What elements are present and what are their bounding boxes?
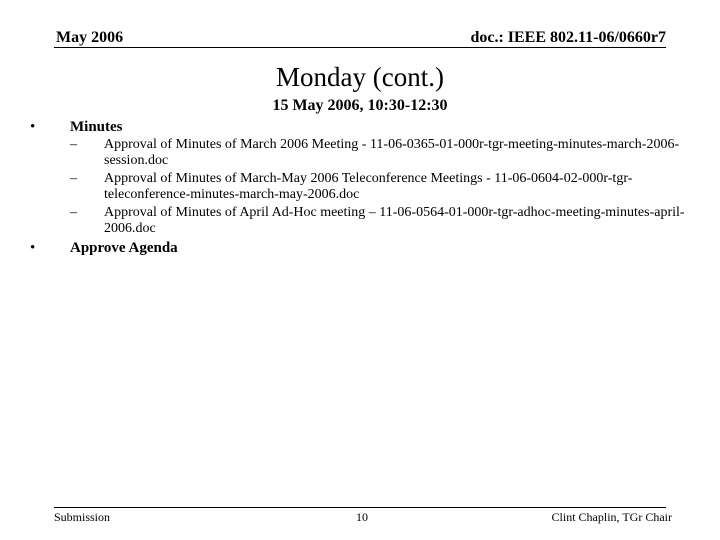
- dash-icon: –: [70, 171, 77, 186]
- sub-item-text: Approval of Minutes of March 2006 Meeting - 11-06-0365-01-000r-tgr-meeting-minutes-march-2006-session.doc: [104, 137, 680, 168]
- bullet-icon: •: [30, 240, 36, 256]
- footer-divider: [54, 507, 666, 508]
- sub-item: [70, 137, 714, 169]
- header-divider: [54, 47, 666, 48]
- dash-icon: –: [70, 137, 77, 152]
- bullet-label: Approve Agenda: [70, 240, 178, 256]
- sub-item-text: Approval of Minutes of March-May 2006 Teleconference Meetings - 11-06-0604-02-000r-tgr-teleconference-minutes-march-may-2006.doc: [104, 171, 633, 202]
- dash-icon: –: [70, 205, 77, 220]
- bullet-approve-agenda: [30, 239, 690, 257]
- slide-title: Monday (cont.): [276, 62, 444, 92]
- slide-body: [30, 118, 690, 257]
- bullet-label: Minutes: [70, 119, 123, 135]
- sub-list: [70, 137, 690, 237]
- sub-item: [70, 205, 714, 237]
- sub-item-text: Approval of Minutes of April Ad-Hoc meeting – 11-06-0564-01-000r-tgr-adhoc-meeting-minutes-april-2006.doc: [104, 205, 685, 236]
- header-doc-id: doc.: IEEE 802.11-06/0660r7: [470, 29, 666, 46]
- sub-item: [70, 171, 714, 203]
- footer-page-number: 10: [356, 510, 368, 524]
- bullet-minutes: [30, 118, 690, 237]
- slide-subtitle: 15 May 2006, 10:30-12:30: [272, 97, 448, 114]
- footer-submission: Submission: [54, 510, 111, 524]
- header-date: May 2006: [56, 29, 124, 46]
- bullet-icon: •: [30, 119, 36, 135]
- footer-author: Clint Chaplin, TGr Chair: [551, 510, 672, 524]
